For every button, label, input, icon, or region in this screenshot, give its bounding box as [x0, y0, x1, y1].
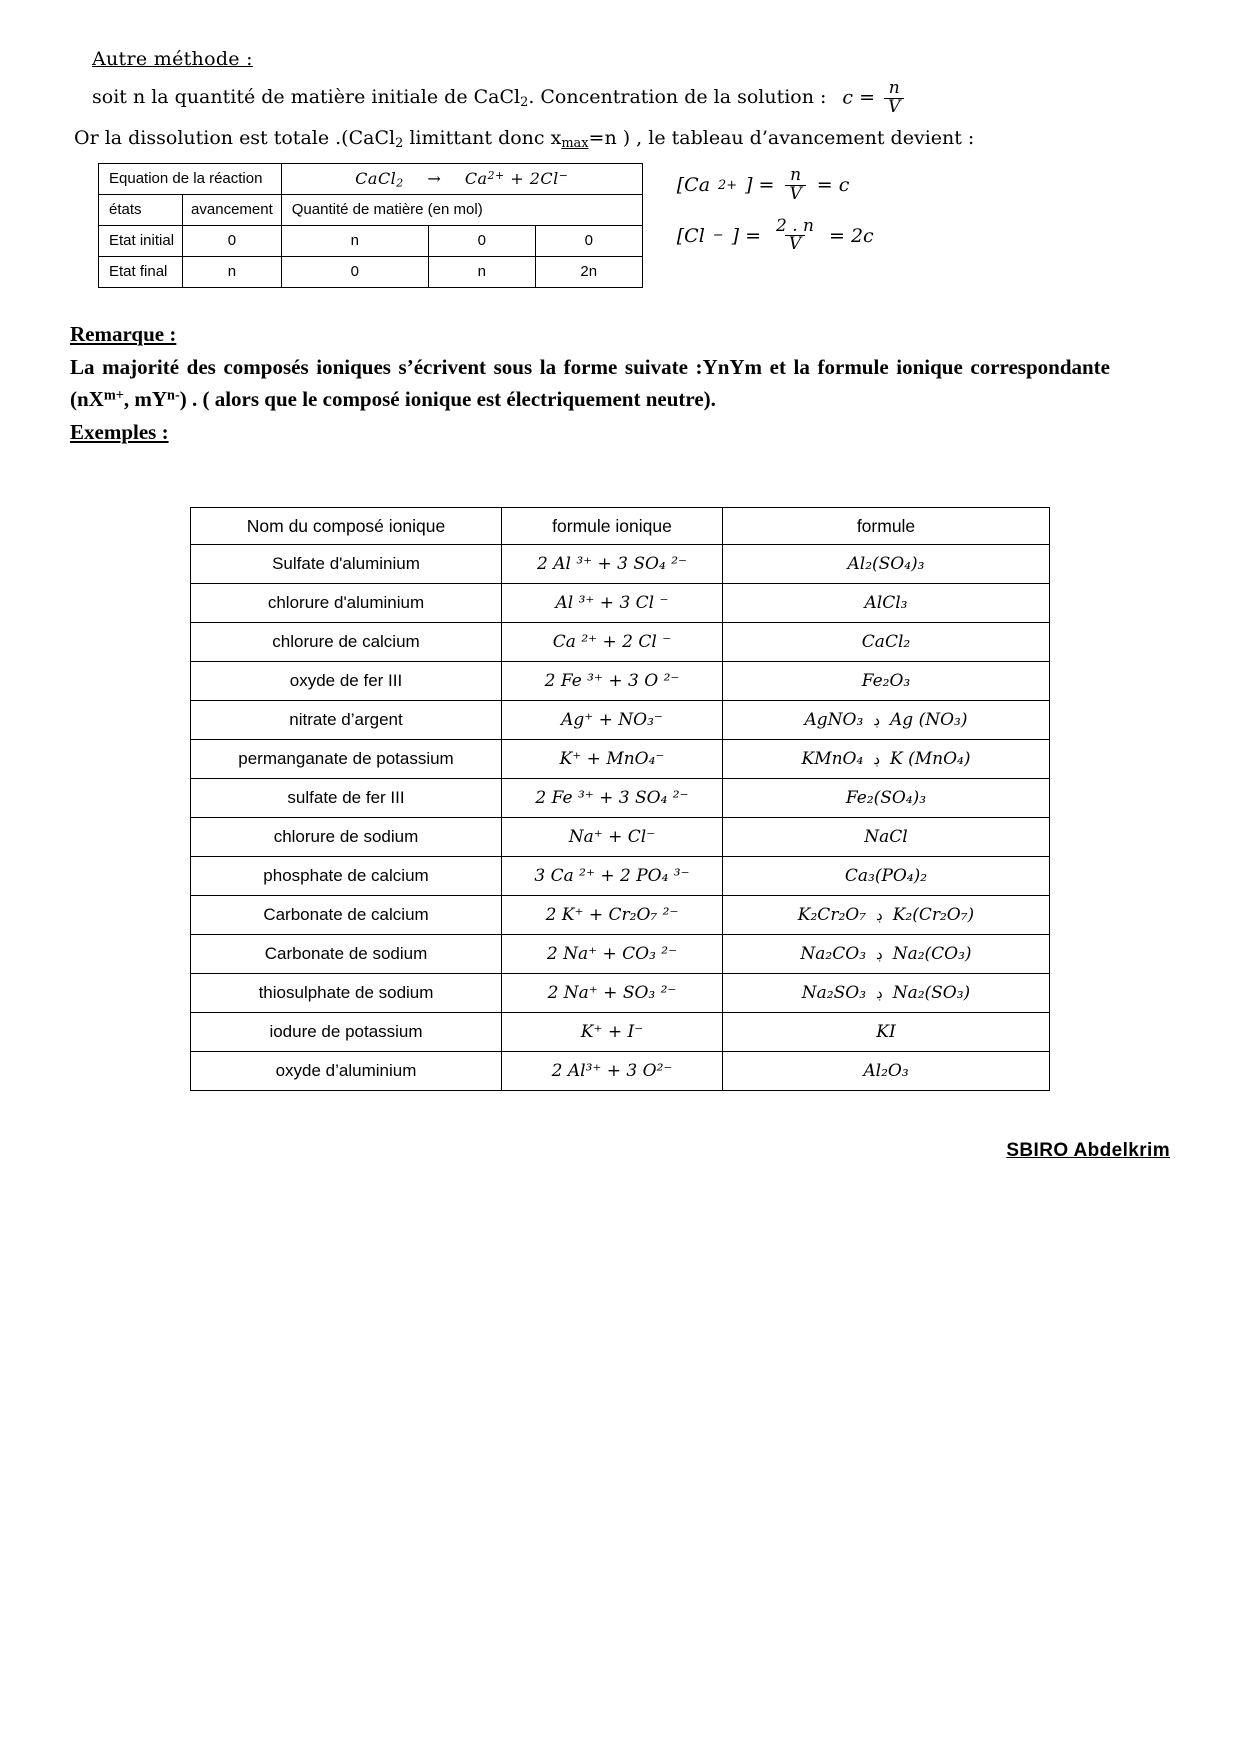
compound-formula: KMnO₄ ڊ K (MnO₄) — [723, 740, 1050, 779]
compound-name: nitrate d’argent — [191, 701, 502, 740]
concentration-equations — [676, 164, 874, 268]
compound-name: permanganate de potassium — [191, 740, 502, 779]
compound-name: chlorure de calcium — [191, 623, 502, 662]
table-row — [99, 163, 643, 194]
compound-formula: Ca₃(PO₄)₂ — [723, 857, 1050, 896]
compound-formula: KI — [723, 1013, 1050, 1052]
table-row — [191, 1052, 1050, 1091]
remarque-heading: Remarque : — [70, 321, 177, 346]
table-row — [191, 896, 1050, 935]
table-row — [191, 584, 1050, 623]
table-row — [191, 779, 1050, 818]
compound-formula: Al₂O₃ — [723, 1052, 1050, 1091]
cell-n-initial: n — [281, 225, 428, 256]
compound-name: chlorure d'aluminium — [191, 584, 502, 623]
soit-n-line — [92, 80, 1170, 117]
compound-formula: NaCl — [723, 818, 1050, 857]
compound-formula: AlCl₃ — [723, 584, 1050, 623]
separator-glyph: ڊ — [873, 712, 880, 729]
table-row — [191, 740, 1050, 779]
fraction-2n-over-V: $\frac{2 . n}{V}$ — [776, 215, 814, 255]
table-row — [191, 818, 1050, 857]
separator-glyph: ڊ — [876, 985, 883, 1002]
soit-n-text: soit n la quantité de matière initiale de CaCl$_2$. Concentration de la solution : — [92, 86, 827, 111]
cell-reaction: CaCl$_2$ → $Ca^{2+} + 2Cl^-$ — [281, 163, 642, 194]
table-row — [191, 701, 1050, 740]
cell-x-final: n — [183, 256, 282, 287]
avancement-table — [98, 163, 643, 288]
compound-ionic: 2 Na⁺ + SO₃ ²⁻ — [502, 974, 723, 1013]
table-row — [99, 256, 643, 287]
compound-ionic: Ca ²⁺ + 2 Cl ⁻ — [502, 623, 723, 662]
compound-ionic: 2 Na⁺ + CO₃ ²⁻ — [502, 935, 723, 974]
table-row — [99, 194, 643, 225]
table-row — [191, 623, 1050, 662]
dissolution-line: Or la dissolution est totale .(CaCl$_2$ limittant donc $x_{max}=n$ ) , le tableau d’avancement devient : — [74, 126, 975, 151]
compound-formula: Fe₂O₃ — [723, 662, 1050, 701]
compound-name: thiosulphate de sodium — [191, 974, 502, 1013]
cell-n-final: 0 — [281, 256, 428, 287]
compound-formula: CaCl₂ — [723, 623, 1050, 662]
exemples-heading: Exemples : — [70, 420, 169, 444]
separator-glyph: ڊ — [873, 751, 880, 768]
compound-ionic: 2 K⁺ + Cr₂O₇ ²⁻ — [502, 896, 723, 935]
author-signature: SBIRO Abdelkrim — [1006, 1140, 1170, 1161]
compound-formula: K₂Cr₂O₇ ڊ K₂(Cr₂O₇) — [723, 896, 1050, 935]
compound-ionic: 2 Al³⁺ + 3 O²⁻ — [502, 1052, 723, 1091]
compound-name: Carbonate de sodium — [191, 935, 502, 974]
header-ionic-formula: formule ionique — [502, 508, 723, 545]
table-row — [191, 974, 1050, 1013]
cell-etat-initial: Etat initial — [99, 225, 183, 256]
cell-quantite: Quantité de matière (en mol) — [281, 194, 642, 225]
table-row — [191, 545, 1050, 584]
header-name: Nom du composé ionique — [191, 508, 502, 545]
compound-name: Sulfate d'aluminium — [191, 545, 502, 584]
cell-x-initial: 0 — [183, 225, 282, 256]
compound-ionic: Na⁺ + Cl⁻ — [502, 818, 723, 857]
fraction-n-over-V-2: $\frac{n}{V}$ — [785, 167, 805, 204]
fraction-n-over-V: $\frac{n}{V}$ — [884, 80, 904, 117]
compound-name: oxyde de fer III — [191, 662, 502, 701]
compound-formula: Fe₂(SO₄)₃ — [723, 779, 1050, 818]
compound-formula: Na₂CO₃ ڊ Na₂(CO₃) — [723, 935, 1050, 974]
compound-ionic: Ag⁺ + NO₃⁻ — [502, 701, 723, 740]
cell-etats: états — [99, 194, 183, 225]
separator-glyph: ڊ — [876, 907, 883, 924]
header-formula: formule — [723, 508, 1050, 545]
remarque-paragraph: La majorité des composés ioniques s’écrivent sous la forme suivate :YnYm et la formule ionique correspondante ($nX^{m+}$, $mY^{n-}$) . ( alors que le composé ionique est électriquement neutre). — [70, 354, 1110, 412]
compound-name: oxyde d’aluminium — [191, 1052, 502, 1091]
table-row — [191, 662, 1050, 701]
compound-name: sulfate de fer III — [191, 779, 502, 818]
compound-name: chlorure de sodium — [191, 818, 502, 857]
table-row — [191, 1013, 1050, 1052]
cell-avancement: avancement — [183, 194, 282, 225]
concentration-equation: c = $\frac{n}{V}$ — [842, 80, 907, 117]
equation-cl-concentration: [Cl − ] = $\frac{2 . n}{V}$ = 2c — [676, 215, 874, 255]
ionic-compounds-block — [70, 507, 1170, 1091]
compound-ionic: 2 Fe ³⁺ + 3 O ²⁻ — [502, 662, 723, 701]
autre-methode-section — [70, 48, 1170, 288]
compound-ionic: 2 Al ³⁺ + 3 SO₄ ²⁻ — [502, 545, 723, 584]
compound-name: Carbonate de calcium — [191, 896, 502, 935]
table-row — [191, 857, 1050, 896]
cell-cl-final: 2n — [535, 256, 642, 287]
compound-ionic: 3 Ca ²⁺ + 2 PO₄ ³⁻ — [502, 857, 723, 896]
compound-formula: Na₂SO₃ ڊ Na₂(SO₃) — [723, 974, 1050, 1013]
table-row — [99, 225, 643, 256]
cell-ca-initial: 0 — [428, 225, 535, 256]
compound-name: phosphate de calcium — [191, 857, 502, 896]
compound-formula: AgNO₃ ڊ Ag (NO₃) — [723, 701, 1050, 740]
avancement-block — [70, 163, 1170, 288]
compound-ionic: Al ³⁺ + 3 Cl ⁻ — [502, 584, 723, 623]
autre-methode-heading: Autre méthode : — [92, 48, 253, 70]
compound-ionic: 2 Fe ³⁺ + 3 SO₄ ²⁻ — [502, 779, 723, 818]
compound-name: iodure de potassium — [191, 1013, 502, 1052]
compound-formula: Al₂(SO₄)₃ — [723, 545, 1050, 584]
cell-equation-header: Equation de la réaction — [99, 163, 282, 194]
cell-cl-initial: 0 — [535, 225, 642, 256]
compound-ionic: K⁺ + I⁻ — [502, 1013, 723, 1052]
equation-ca-concentration: [Ca 2+ ] = $\frac{n}{V}$ = c — [676, 164, 850, 204]
separator-glyph: ڊ — [876, 946, 883, 963]
table-header-row — [191, 508, 1050, 545]
table-row — [191, 935, 1050, 974]
compound-ionic: K⁺ + MnO₄⁻ — [502, 740, 723, 779]
cell-ca-final: n — [428, 256, 535, 287]
cell-etat-final: Etat final — [99, 256, 183, 287]
ionic-compounds-table — [190, 507, 1050, 1091]
